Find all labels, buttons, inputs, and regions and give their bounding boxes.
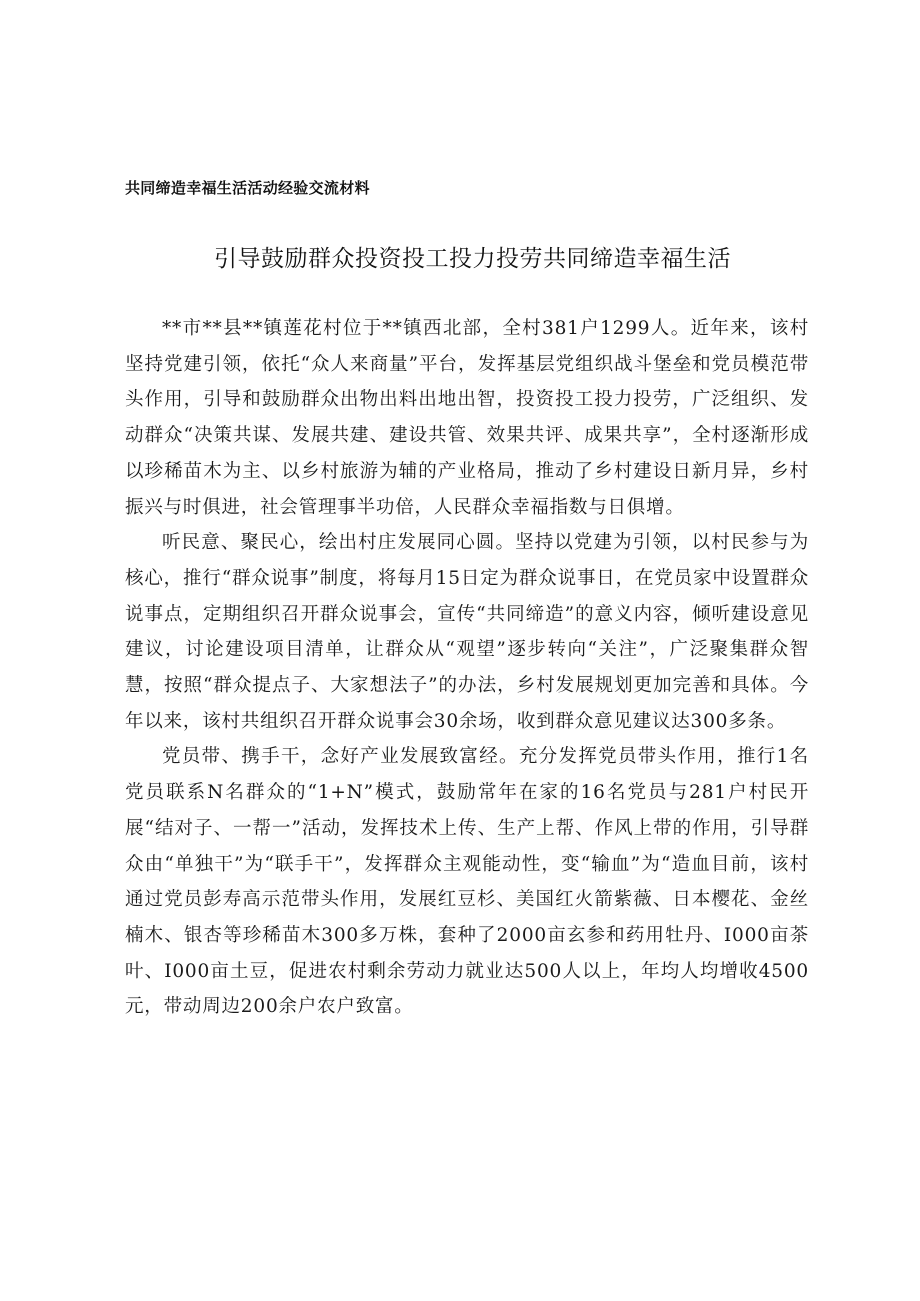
paragraph-intro: **市**县**镇莲花村位于**镇西北部，全村381户1299人。近年来，该村坚持党建引领，依托“众人来商量”平台，发挥基层党组织战斗堡垒和党员模范带头作用，引导和鼓励群众出物出料出地出智，投资投工投力投劳，广泛组织、发动群众“决策共谋、发展共建、建设共管、效果共评、成果共享”，全村逐渐形成以珍稀苗木为主、以乡村旅游为辅的产业格局，推动了乡村建设日新月异，乡村振兴与时俱进，社会管理事半功倍，人民群众幸福指数与日俱增。 (125, 318, 809, 518)
document-body (125, 311, 809, 1025)
document-label: 共同缔造幸福生活活动经验交流材料 (125, 179, 370, 197)
document-title: 引导鼓励群众投资投工投力投劳共同缔造幸福生活 (214, 246, 731, 272)
paragraph-public-opinion: 听民意、聚民心，绘出村庄发展同心圆。坚持以党建为引领，以村民参与为核心，推行“群众说事”制度，将每月15日定为群众说事日，在党员家中设置群众说事点，定期组织召开群众说事会，宣传“共同缔造”的意义内容，倾听建设意见建议，讨论建设项目清单，让群众从“观望”逐步转向“关注”，广泛聚集群众智慧，按照“群众提点子、大家想法子”的办法，乡村发展规划更加完善和具体。今年以来，该村共组织召开群众说事会30余场，收到群众意见建议达300多条。 (125, 532, 809, 732)
paragraph-party-members: 党员带、携手干，念好产业发展致富经。充分发挥党员带头作用，推行1名党员联系N名群众的“1+N”模式，鼓励常年在家的16名党员与281户村民开展“结对子、一帮一”活动，发挥技术上传、生产上帮、作风上带的作用，引导群众由“单独干”为“联手干”，发挥群众主观能动性，变“输血”为“造血目前，该村通过党员彭寿高示范带头作用，发展红豆杉、美国红火箭紫薇、日本樱花、金丝楠木、银杏等珍稀苗木300多万株，套种了2000亩玄参和药用牡丹、I000亩茶叶、I000亩土豆，促进农村剩余劳动力就业达500人以上，年均人均增收4500元，带动周边200余户农户致富。 (125, 746, 809, 1018)
